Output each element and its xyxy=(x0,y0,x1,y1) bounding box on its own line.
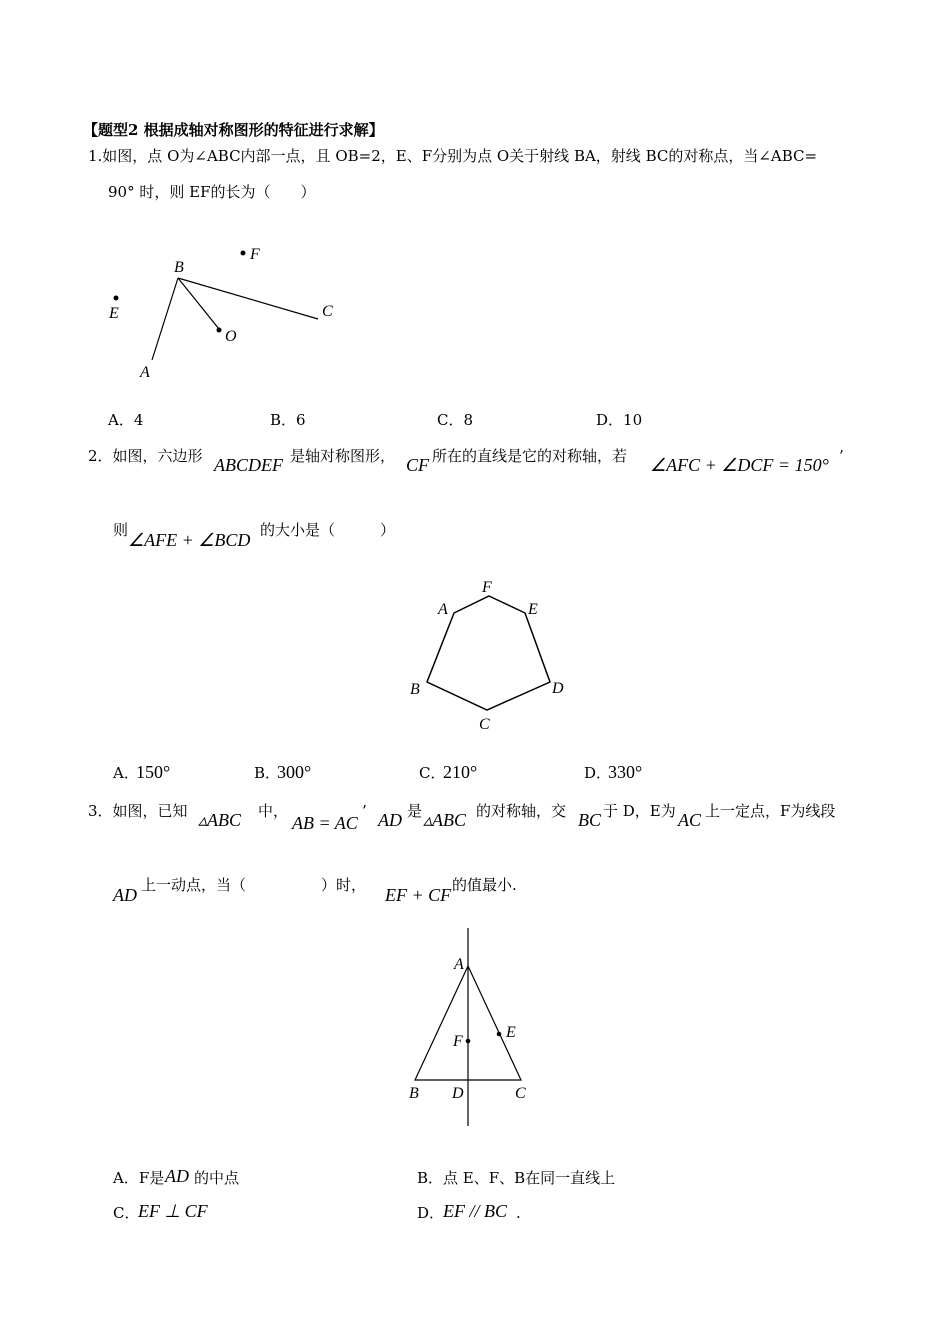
label-b: B xyxy=(410,681,420,698)
q2-hexagon-figure xyxy=(400,570,580,740)
point-e xyxy=(497,1032,502,1037)
q3-text-3: 是 xyxy=(407,802,423,820)
q2-option-b-letter: B． xyxy=(254,764,281,782)
q1-text-line2: 90° 时，则 EF的长为（ ） xyxy=(108,183,316,201)
q2-option-b-value: 300° xyxy=(277,762,312,782)
q2-text-3: 所在的直线是它的对称轴，若 xyxy=(432,447,628,465)
label-c: C xyxy=(322,303,333,320)
label-f: F xyxy=(482,579,492,596)
label-o: O xyxy=(225,328,237,345)
q1-option-b: B．6 xyxy=(270,411,306,429)
q3-option-a-math: AD xyxy=(165,1166,189,1186)
q3-text-4: 的对称轴，交 xyxy=(476,802,567,820)
q3-triangle-figure xyxy=(395,920,555,1130)
q3-option-c-math: EF ⊥ CF xyxy=(138,1201,208,1221)
q2-line2-prefix: 则 xyxy=(113,521,129,539)
q3-option-d-suffix: . xyxy=(516,1204,521,1222)
q3-text-2: ’ xyxy=(362,802,367,820)
q2-option-c-value: 210° xyxy=(443,762,478,782)
q3-intro: 3．如图，已知 xyxy=(88,802,188,820)
q2-line2-suffix: 的大小是（ ） xyxy=(260,521,396,539)
q2-comma: ’ xyxy=(839,447,844,465)
q3-option-b: B．点 E、F、B在同一直线上 xyxy=(417,1169,616,1187)
q3-math-triangle: ▵ABC xyxy=(198,810,242,830)
q3-option-d-prefix: D． xyxy=(417,1204,445,1222)
ray-bc xyxy=(178,278,318,319)
q3-math-ac: AC xyxy=(678,810,702,830)
q3-line2-math-ad: AD xyxy=(113,885,137,905)
label-f: F xyxy=(250,246,260,263)
q3-line2-tail: 的值最小. xyxy=(452,876,517,894)
label-e: E xyxy=(109,305,119,322)
q2-option-a-value: 150° xyxy=(136,762,171,782)
q3-text-5: 于 D，E为 xyxy=(603,802,676,820)
label-c: C xyxy=(479,716,490,733)
q3-math-ad: AD xyxy=(378,810,402,830)
q1-option-c: C．8 xyxy=(437,411,474,429)
q3-text-6: 上一定点，F为线段 xyxy=(705,802,836,820)
q3-math-bc: BC xyxy=(578,810,602,830)
q1-figure xyxy=(100,235,360,385)
label-f: F xyxy=(453,1033,463,1050)
q2-intro: 2．如图，六边形 xyxy=(88,447,203,465)
q3-option-c-prefix: C． xyxy=(113,1204,140,1222)
q3-line2-math-sum: EF + CF xyxy=(385,885,452,905)
q2-math-condition: ∠AFC + ∠DCF = 150° xyxy=(650,455,829,475)
point-o xyxy=(217,328,222,333)
q2-text-2: 是轴对称图形， xyxy=(290,447,396,465)
q2-option-c-letter: C． xyxy=(419,764,446,782)
label-e: E xyxy=(506,1024,516,1041)
point-e xyxy=(114,296,119,301)
label-b: B xyxy=(174,259,184,276)
label-b: B xyxy=(409,1085,419,1102)
q3-option-a-prefix: A．F是 xyxy=(113,1169,165,1187)
q2-option-d-letter: D． xyxy=(584,764,612,782)
label-a: A xyxy=(454,956,464,973)
q2-option-a-letter: A． xyxy=(113,764,139,782)
q3-math-ab-ac: AB = AC xyxy=(292,813,358,833)
q3-text-1: 中， xyxy=(258,802,289,820)
segment-bo xyxy=(178,278,219,329)
q2-math-cf: CF xyxy=(406,455,430,475)
q1-option-d: D．10 xyxy=(596,411,643,429)
label-d: D xyxy=(452,1085,464,1102)
label-a: A xyxy=(140,364,150,381)
label-d: D xyxy=(552,680,564,697)
q2-option-d-value: 330° xyxy=(608,762,643,782)
q3-option-a-suffix: 的中点 xyxy=(194,1169,240,1187)
q2-math-question: ∠AFE + ∠BCD xyxy=(128,530,251,550)
q3-option-d-math: EF // BC xyxy=(443,1201,507,1221)
point-f xyxy=(466,1039,471,1044)
section-title: 【题型2 根据成轴对称图形的特征进行求解】 xyxy=(83,121,384,139)
q1-text-line1: 1.如图，点 O为∠ABC内部一点，且 OB=2，E、F分别为点 O关于射线 BA，射线 BC的对称点，当∠ABC= xyxy=(88,147,818,165)
q3-math-triangle-2: ▵ABC xyxy=(423,810,467,830)
q3-line2-text: 上一动点，当（ ）时， xyxy=(141,876,367,894)
label-e: E xyxy=(528,601,538,618)
point-f xyxy=(241,251,246,256)
label-a: A xyxy=(438,601,448,618)
label-c: C xyxy=(515,1085,526,1102)
q2-math-hexagon: ABCDEF xyxy=(214,455,283,475)
q1-option-a: A．4 xyxy=(108,411,144,429)
ray-ba xyxy=(152,278,178,360)
